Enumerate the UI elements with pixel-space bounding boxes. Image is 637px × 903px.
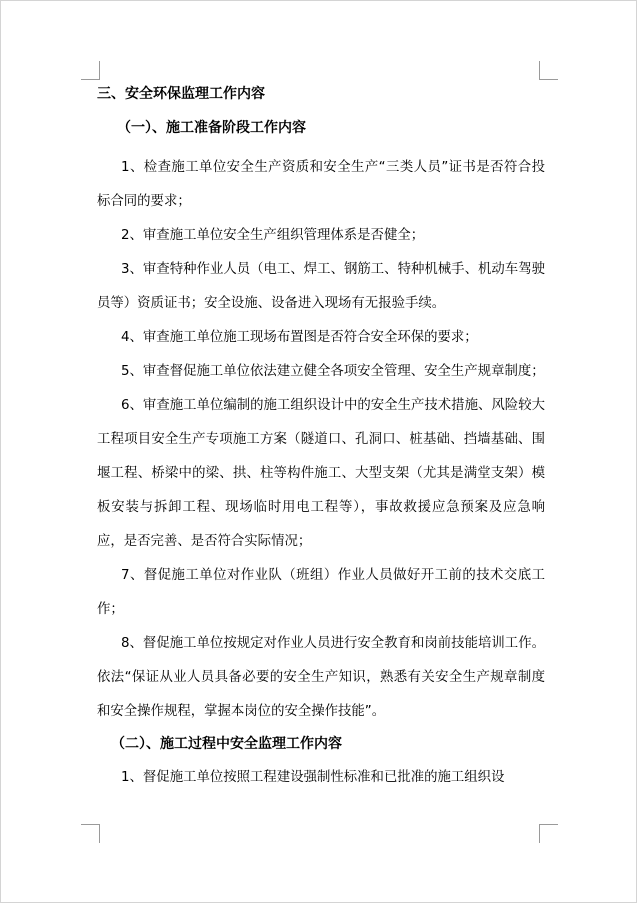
list-item: 5、审查督促施工单位依法建立健全各项安全管理、安全生产规章制度； — [121, 364, 545, 379]
list-item: 2、审查施工单位安全生产组织管理体系是否健全； — [121, 228, 425, 243]
list-item: 8、督促施工单位按规定对作业人员进行安全教育和岗前技能培训工作。依法“保证从业人员具备必要的安全生产知识，熟悉有关安全生产规章制度和安全操作规程，掌握本岗位的安全操作技能”。 — [97, 636, 545, 719]
subsection-title: （一）、施工准备阶段工作内容 — [117, 120, 306, 136]
margin-corner-mark — [539, 61, 558, 80]
margin-corner-mark — [539, 824, 558, 843]
list-item: 7、督促施工单位对作业队（班组）作业人员做好开工前的技术交底工作； — [97, 568, 545, 617]
list-item: 6、审查施工单位编制的施工组织设计中的安全生产技术措施、风险较大工程项目安全生产专项施工方案（隧道口、孔洞口、桩基础、挡墙基础、围堰工程、桥梁中的梁、拱、柱等构件施工、大型支架（尤其是满堂支架）模板安装与拆卸工程、现场临时用电工程等），事故救援应急预案及应急响应，是否完善、是否符合实际情况； — [97, 398, 545, 549]
margin-corner-mark — [81, 824, 100, 843]
document-body — [97, 83, 545, 795]
list-item: 1、督促施工单位按照工程建设强制性标准和已批准的施工组织设 — [121, 770, 505, 785]
list-item: 1、检查施工单位安全生产资质和安全生产“三类人员”证书是否符合投标合同的要求； — [97, 160, 545, 209]
list-item: 3、审查特种作业人员（电工、焊工、钢筋工、特种机械手、机动车驾驶员等）资质证书；安全设施、设备进入现场有无报验手续。 — [97, 262, 545, 311]
margin-corner-mark — [81, 61, 100, 80]
list-item: 4、审查施工单位施工现场布置图是否符合安全环保的要求； — [121, 330, 478, 345]
subsection-title: （二）、施工过程中安全监理工作内容 — [111, 736, 342, 752]
section-title: 三、安全环保监理工作内容 — [97, 86, 265, 102]
